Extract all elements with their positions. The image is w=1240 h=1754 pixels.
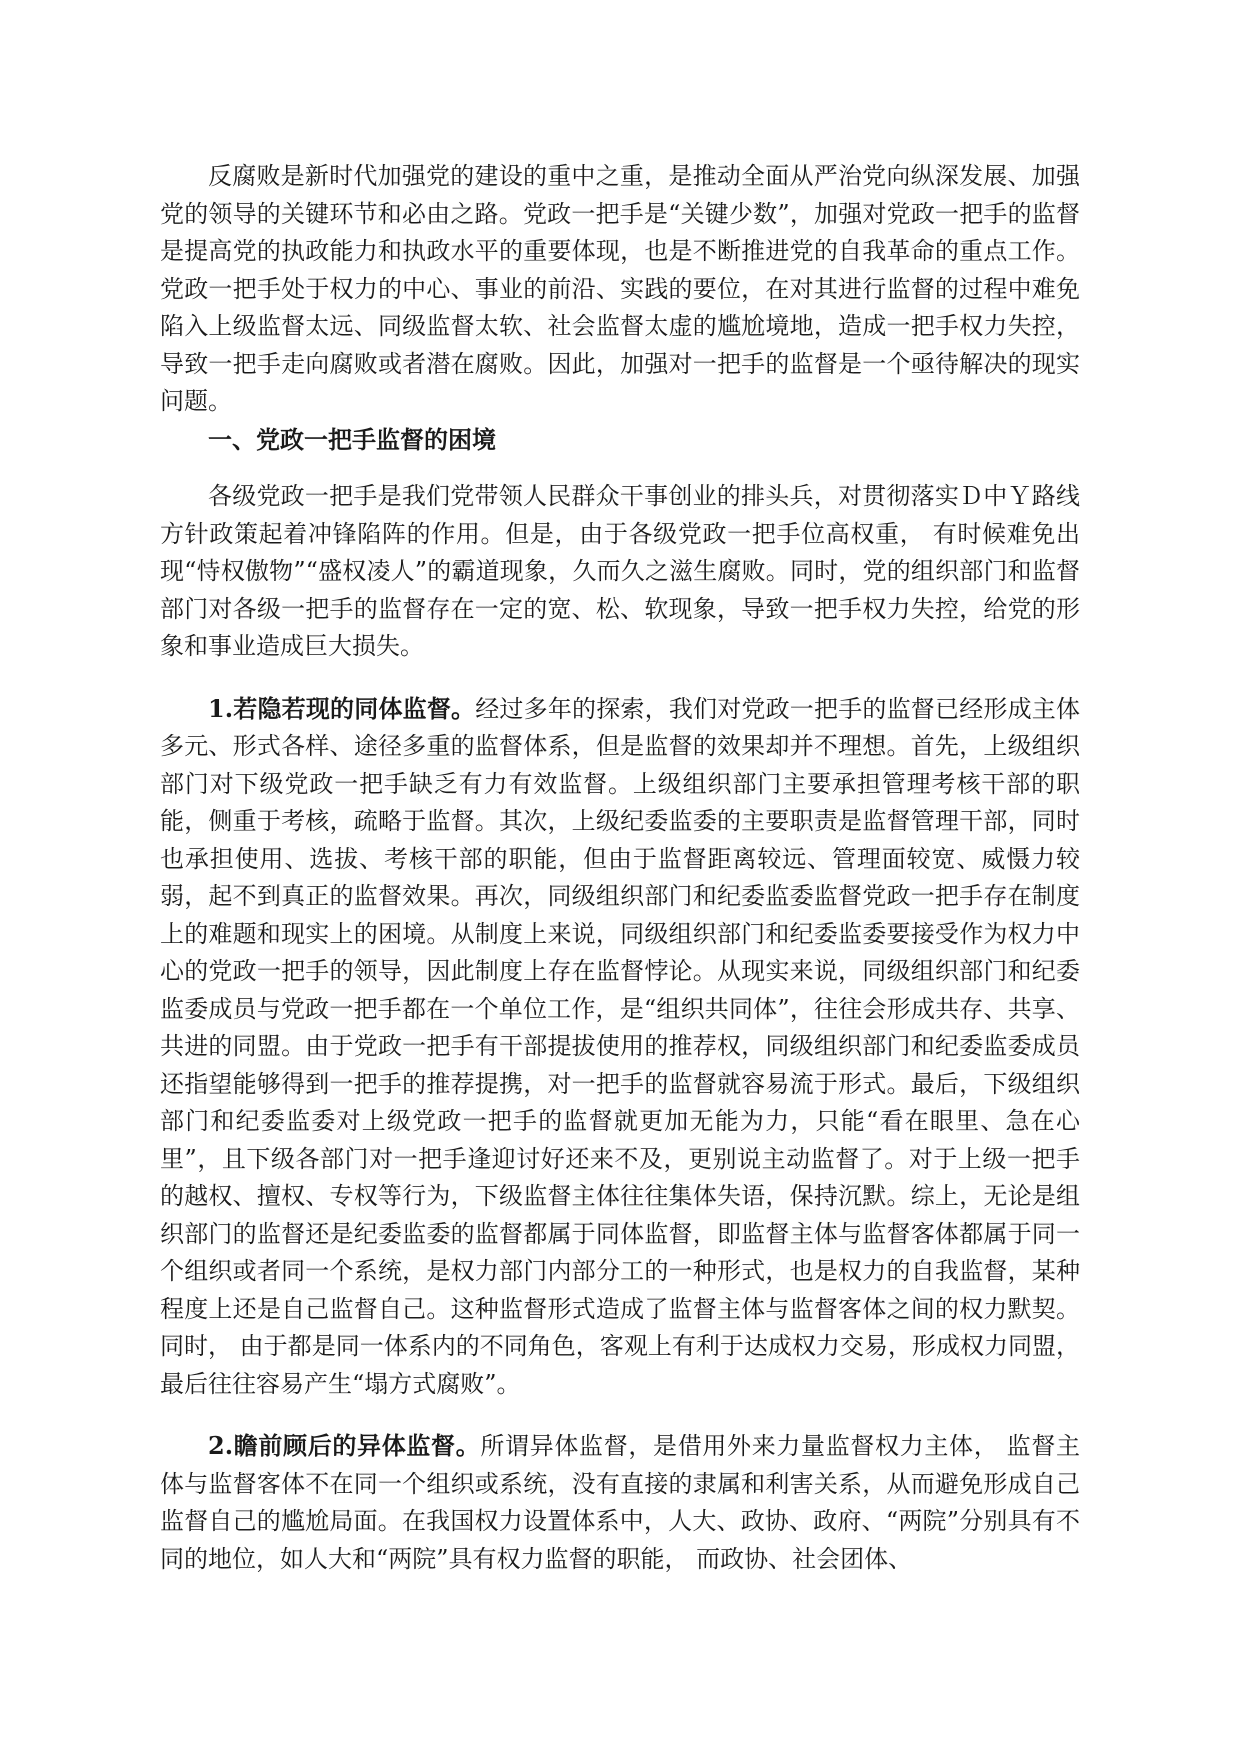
section-paragraph: 各级党政一把手是我们党带领人民群众干事创业的排头兵，对贯彻落实Ｄ中Ｙ路线方针政策起着冲锋陷阵的作用。但是，由于各级党政一把手位高权重， 有时候难免出现“恃权傲物”“盛权凌人”的霸道现象，久而久之滋生腐败。同时，党的组织部门和监督部门对各级一把手的监督存在一定的宽、松、软现象，导致一把手权力失控，给党的形象和事业造成巨大损失。 <box>160 482 1080 660</box>
point-2-paragraph <box>160 1427 1080 1578</box>
section-heading: 一、党政一把手监督的困境 <box>208 424 496 454</box>
intro-paragraph: 反腐败是新时代加强党的建设的重中之重，是推动全面从严治党向纵深发展、加强党的领导的关键环节和必由之路。党政一把手是“关键少数”，加强对党政一把手的监督是提高党的执政能力和执政水平的重要体现，也是不断推进党的自我革命的重点工作。党政一把手处于权力的中心、事业的前沿、实践的要位，在对其进行监督的过程中难免陷入上级监督太远、同级监督太软、社会监督太虚的尴尬境地，造成一把手权力失控，导致一把手走向腐败或者潜在腐败。因此，加强对一把手的监督是一个亟待解决的现实问题。 <box>160 162 1080 415</box>
point-1-paragraph <box>160 690 1080 1404</box>
point-1-body: 经过多年的探索，我们对党政一把手的监督已经形成主体多元、形式各样、途径多重的监督体系，但是监督的效果却并不理想。首先，上级组织部门对下级党政一把手缺乏有力有效监督。上级组织部门主要承担管理考核干部的职能，侧重于考核，疏略于监督。其次，上级纪委监委的主要职责是监督管理干部，同时也承担使用、选拔、考核干部的职能，但由于监督距离较远、管理面较宽、威慑力较弱，起不到真正的监督效果。再次，同级组织部门和纪委监委监督党政一把手存在制度上的难题和现实上的困境。从制度上来说，同级组织部门和纪委监委要接受作为权力中心的党政一把手的领导，因此制度上存在监督悖论。从现实来说，同级组织部门和纪委监委成员与党政一把手都在一个单位工作，是“组织共同体”，往往会形成共存、共享、共进的同盟。由于党政一把手有干部提拔使用的推荐权，同级组织部门和纪委监委成员还指望能够得到一把手的推荐提携，对一把手的监督就容易流于形式。最后，下级组织部门和纪委监委对上级党政一把手的监督就更加无能为力，只能“看在眼里、急在心里”，且下级各部门对一把手逢迎讨好还来不及，更别说主动监督了。对于上级一把手的越权、擅权、专权等行为，下级监督主体往往集体失语，保持沉默。综上，无论是组织部门的监督还是纪委监委的监督都属于同体监督，即监督主体与监督客体都属于同一个组织或者同一个系统，是权力部门内部分工的一种形式，也是权力的自我监督，某种程度上还是自己监督自己。这种监督形式造成了监督主体与监督客体之间的权力默契。同时， 由于都是同一体系内的不同角色，客观上有利于达成权力交易，形成权力同盟， 最后往往容易产生“塌方式腐败”。 <box>160 694 1080 1398</box>
point-1-title: 1.若隐若现的同体监督。 <box>208 693 476 723</box>
point-2-body: 所谓异体监督，是借用外来力量监督权力主体， 监督主体与监督客体不在同一个组织或系统，没有直接的隶属和利害关系，从而避免形成自己监督自己的尴尬局面。在我国权力设置体系中，人大、政协、政府、“两院”分别具有不同的地位，如人大和“两院”具有权力监督的职能， 而政协、社会团体、 <box>160 1432 1080 1573</box>
document-body <box>160 158 1080 1578</box>
point-2-title: 2.瞻前顾后的异体监督。 <box>208 1431 481 1460</box>
